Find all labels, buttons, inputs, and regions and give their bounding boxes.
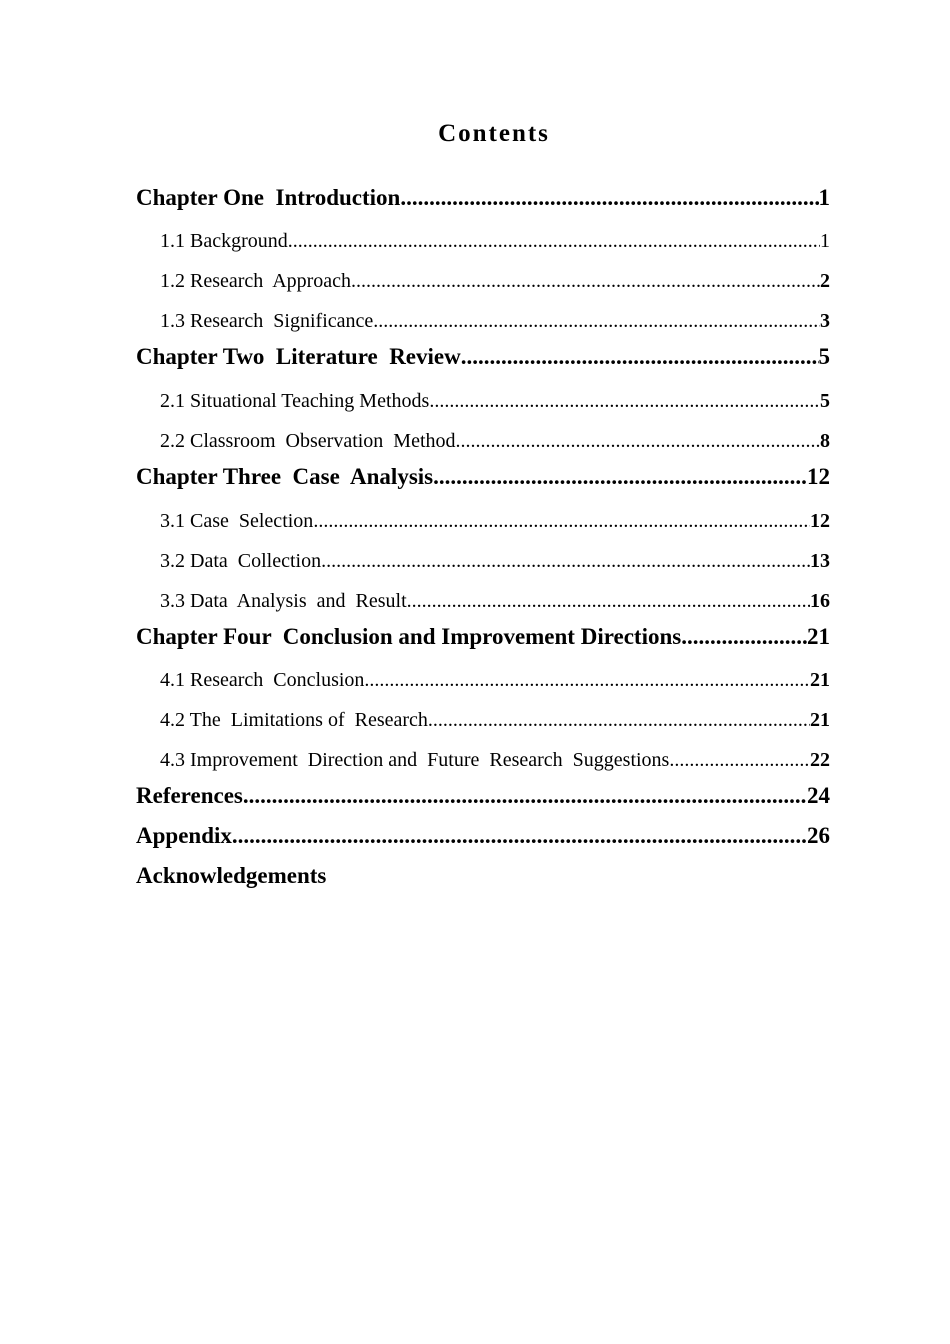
toc-section-4-3[interactable]	[160, 749, 830, 772]
toc-chapter-two[interactable]	[136, 344, 830, 370]
dot-leader	[456, 430, 820, 453]
toc-section-1-1[interactable]	[160, 230, 830, 253]
toc-page-number: 2	[820, 270, 830, 292]
toc-acknowledgements[interactable]	[136, 863, 830, 889]
toc-page-number: 16	[810, 590, 830, 612]
toc-section-4-1[interactable]	[160, 669, 830, 692]
toc-entry-label: Chapter Two Literature Review	[136, 344, 461, 369]
toc-page-number: 21	[807, 624, 830, 649]
toc-entry-label: Chapter Three Case Analysis	[136, 464, 434, 489]
dot-leader	[321, 550, 810, 573]
toc-section-1-2[interactable]	[160, 270, 830, 293]
toc-page-number: 1	[818, 185, 830, 210]
toc-entry-label: 4.1 Research Conclusion	[160, 669, 365, 691]
toc-entry-label: References	[136, 783, 243, 808]
toc-page-number: 5	[818, 344, 830, 369]
toc-page-number: 26	[807, 823, 830, 848]
dot-leader	[351, 270, 820, 293]
toc-chapter-one[interactable]	[136, 185, 830, 211]
toc-section-2-2[interactable]	[160, 430, 830, 453]
dot-leader	[313, 510, 810, 533]
toc-entry-label: 2.1 Situational Teaching Methods	[160, 390, 430, 412]
dot-leader	[243, 783, 807, 809]
toc-entry-label: 3.3 Data Analysis and Result	[160, 590, 407, 612]
dot-leader	[364, 669, 810, 692]
dot-leader	[407, 590, 810, 613]
dot-leader	[669, 749, 810, 772]
toc-page-number: 8	[820, 430, 830, 452]
toc-entry-label: Chapter One Introduction	[136, 185, 401, 210]
toc-page-number: 22	[810, 749, 830, 771]
toc-page-number: 1	[820, 230, 830, 252]
toc-page-number: 21	[810, 709, 830, 731]
toc-section-1-3[interactable]	[160, 310, 830, 333]
toc-section-3-1[interactable]	[160, 510, 830, 533]
toc-section-3-3[interactable]	[160, 590, 830, 613]
toc-section-3-2[interactable]	[160, 550, 830, 573]
toc-entry-label: Chapter Four Conclusion and Improvement Directions	[136, 624, 682, 649]
toc-entry-label: 3.1 Case Selection	[160, 510, 314, 532]
toc-references[interactable]	[136, 783, 830, 809]
toc-page-number: 12	[810, 510, 830, 532]
toc-section-2-1[interactable]	[160, 390, 830, 413]
toc-entry-label: 3.2 Data Collection	[160, 550, 322, 572]
toc-chapter-three[interactable]	[136, 464, 830, 490]
dot-leader	[373, 310, 820, 333]
toc-section-4-2[interactable]	[160, 709, 830, 732]
toc-appendix[interactable]	[136, 823, 830, 849]
toc-page-number: 12	[807, 464, 830, 489]
dot-leader	[428, 709, 810, 732]
dot-leader	[461, 344, 819, 370]
dot-leader	[681, 624, 807, 650]
toc-entry-label: Acknowledgements	[136, 863, 327, 888]
dot-leader	[288, 230, 820, 253]
dot-leader	[433, 464, 807, 490]
toc-page-number: 5	[820, 390, 830, 412]
toc-entry-label: 1.1 Background	[160, 230, 288, 252]
toc-entry-label: 1.3 Research Significance	[160, 310, 374, 332]
toc-entry-label: 2.2 Classroom Observation Method	[160, 430, 456, 452]
toc-entry-label: 4.2 The Limitations of Research	[160, 709, 428, 731]
page-title: Contents	[438, 120, 550, 147]
toc-entry-label: 4.3 Improvement Direction and Future Research Suggestions	[160, 749, 670, 771]
toc-page-number: 13	[810, 550, 830, 572]
toc-page-number: 21	[810, 669, 830, 691]
dot-leader	[400, 185, 818, 211]
dot-leader	[429, 390, 820, 413]
toc-chapter-four[interactable]	[136, 624, 830, 650]
toc-entry-label: 1.2 Research Approach	[160, 270, 352, 292]
toc-page-number: 3	[820, 310, 830, 332]
toc-page-number: 24	[807, 783, 830, 808]
dot-leader	[232, 823, 807, 849]
toc-entry-label: Appendix	[136, 823, 232, 848]
